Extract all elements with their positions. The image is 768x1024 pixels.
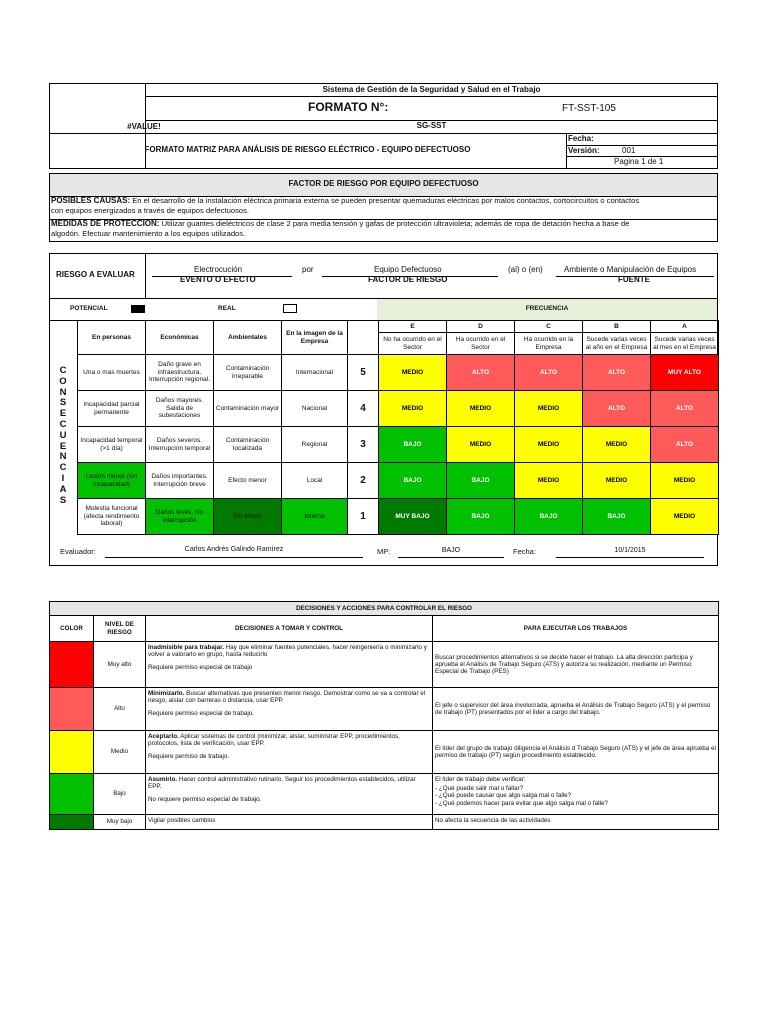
decision-permiso: No requiere permiso especial de trabajo. bbox=[148, 796, 262, 804]
ejecutar-cell bbox=[433, 815, 719, 830]
decisiones-title: DECISIONES Y ACCIONES PARA CONTROLAR EL RIESGO bbox=[50, 602, 719, 616]
decision-row bbox=[50, 815, 719, 830]
decision-text: Buscar alternativas que presenten menor riesgo. Demostrar como se va a controlar el riesgo, aislar con barreras o distancia, usar EPP. bbox=[148, 690, 426, 705]
mp-label: MP: bbox=[377, 547, 391, 556]
risk-cell: MEDIO bbox=[447, 391, 515, 427]
factor-value: Equipo Defectuoso bbox=[374, 265, 442, 274]
consecuencias-letter: C bbox=[59, 462, 67, 474]
ejecutar-text: No afecta la secuencia de las actividades bbox=[435, 817, 551, 824]
potencial-swatch bbox=[131, 305, 145, 313]
matrix-row bbox=[50, 355, 719, 391]
decision-permiso: Requiere permiso especial de trabajo. bbox=[148, 710, 255, 718]
ejecutar-check: - ¿Qué puede causar que algo salga mal o falle? bbox=[435, 792, 572, 800]
consecuencias-letter: E bbox=[59, 440, 67, 452]
medidas-label: MEDIDAS DE PROTECCION: bbox=[51, 219, 160, 228]
ejecutar-cell bbox=[433, 774, 719, 815]
col-imagen: En la imagen de la Empresa bbox=[282, 321, 348, 355]
cell-ambientales: Efecto menor bbox=[214, 463, 282, 499]
sg-sst-label: SG-SST bbox=[416, 121, 447, 130]
formato-label: FORMATO N°: bbox=[308, 100, 389, 114]
decision-cell bbox=[146, 688, 433, 731]
ejecutar-cell bbox=[433, 731, 719, 774]
level-corner bbox=[348, 321, 379, 355]
color-swatch bbox=[50, 688, 94, 731]
risk-cell: MEDIO bbox=[379, 391, 447, 427]
factor-label: FACTOR DE RIESGO bbox=[368, 275, 448, 284]
consecuencias-label bbox=[50, 366, 76, 506]
nivel-cell: Bajo bbox=[94, 774, 146, 815]
matrix-row bbox=[50, 427, 719, 463]
risk-cell: ALTO bbox=[583, 355, 651, 391]
ejecutar-cell bbox=[433, 688, 719, 731]
risk-cell: BAJO bbox=[447, 499, 515, 535]
decisiones-table bbox=[49, 601, 719, 830]
fuente-value: Ambiente o Manipulación de Equipos bbox=[564, 265, 697, 274]
consecuencias-letter: N bbox=[59, 386, 67, 398]
col-economicas: Económicas bbox=[146, 321, 214, 355]
cell-ambientales: Contaminación mayor bbox=[214, 391, 282, 427]
decision-bold: Inadmisible para trabajar. bbox=[148, 644, 224, 651]
risk-cell: BAJO bbox=[447, 463, 515, 499]
freq-letter: E bbox=[379, 321, 447, 333]
cell-economicas: Daños severos. Interrupción temporal bbox=[146, 427, 214, 463]
freq-letter: D bbox=[447, 321, 515, 333]
risk-cell: ALTO bbox=[515, 355, 583, 391]
ejecutar-check: - ¿Qué puede salir mal o fallar? bbox=[435, 785, 524, 793]
col-decisiones: DECISIONES A TOMAR Y CONTROL bbox=[146, 616, 433, 642]
cell-economicas: Daños importantes. Interrupción breve bbox=[146, 463, 214, 499]
risk-cell: MEDIO bbox=[651, 499, 719, 535]
risk-cell: MEDIO bbox=[379, 355, 447, 391]
real-label: REAL bbox=[218, 305, 236, 312]
nivel-cell: Alto bbox=[94, 688, 146, 731]
matrix-corner bbox=[50, 321, 78, 355]
system-title: Sistema de Gestión de la Seguridad y Salud en el Trabajo bbox=[322, 85, 541, 94]
real-swatch bbox=[283, 304, 297, 313]
freq-letter: B bbox=[583, 321, 651, 333]
ejecutar-cell bbox=[433, 642, 719, 688]
decision-row bbox=[50, 642, 719, 688]
risk-cell: MEDIO bbox=[515, 463, 583, 499]
col-ejecutar: PARA EJECUTAR LOS TRABAJOS bbox=[433, 616, 719, 642]
cell-imagen: Regional bbox=[282, 427, 348, 463]
decision-text: Hay que eliminar fuentes potenciales, hacer reingeniería o minimizarlo y volver a valorarlo en grupo, hasta reducirlo bbox=[148, 644, 427, 659]
fuente-label: FUENTE bbox=[618, 275, 650, 284]
risk-cell: MEDIO bbox=[515, 391, 583, 427]
freq-desc: Ha ocurrido en el Sector bbox=[447, 333, 515, 355]
cell-imagen: Nacional bbox=[282, 391, 348, 427]
consecuencias-letter: I bbox=[61, 472, 65, 484]
color-swatch bbox=[50, 642, 94, 688]
matrix-row bbox=[50, 463, 719, 499]
cell-level: 1 bbox=[348, 499, 379, 535]
risk-cell: BAJO bbox=[379, 463, 447, 499]
consecuencias-letter: U bbox=[59, 429, 67, 441]
decision-cell bbox=[146, 815, 433, 830]
cell-economicas: Daño grave en infraestructura. Interrupción regional. bbox=[146, 355, 214, 391]
cell-imagen: Internacional bbox=[282, 355, 348, 391]
version-label: Versión: bbox=[568, 146, 600, 155]
cell-level: 3 bbox=[348, 427, 379, 463]
decision-permiso: Requiere permiso especial de trabajo bbox=[148, 664, 253, 672]
fecha-label: Fecha: bbox=[568, 134, 594, 143]
decision-text: Vigilar posibles cambios bbox=[148, 817, 216, 824]
col-color: COLOR bbox=[50, 616, 94, 642]
cell-level: 5 bbox=[348, 355, 379, 391]
cell-economicas: Daños leves. No interrupción bbox=[146, 499, 214, 535]
risk-cell: ALTO bbox=[651, 427, 719, 463]
cell-level: 2 bbox=[348, 463, 379, 499]
consecuencias-letter: C bbox=[59, 418, 67, 430]
freq-letter: A bbox=[651, 321, 719, 333]
risk-cell: ALTO bbox=[447, 355, 515, 391]
risk-cell: MEDIO bbox=[583, 463, 651, 499]
consecuencias-letter: S bbox=[59, 494, 67, 506]
risk-cell: BAJO bbox=[515, 499, 583, 535]
freq-letter: C bbox=[515, 321, 583, 333]
formato-code: FT-SST-105 bbox=[562, 103, 616, 114]
evaluador-name: Carlos Andrés Galindo Ramírez bbox=[184, 546, 284, 553]
decision-text: Aplicar sistemas de control (minimizar, aislar, suministrar EPP, procedimientos, protocolos, lista de verificación, usar EPP. bbox=[148, 733, 400, 748]
cell-imagen: Interna bbox=[282, 499, 348, 535]
consecuencias-letter: O bbox=[59, 375, 67, 387]
freq-desc: No ha ocurrido en el Sector bbox=[379, 333, 447, 355]
nivel-cell: Muy alto bbox=[94, 642, 146, 688]
factor-title: FACTOR DE RIESGO POR EQUIPO DEFECTUOSO bbox=[288, 179, 479, 188]
ejecutar-text: El líder de trabajo debe verificar: bbox=[435, 776, 526, 783]
decision-text: Hacer control administrativo rutinario. Seguir los procedimientos establecidos, utilizar EPP. bbox=[148, 776, 416, 791]
risk-cell: BAJO bbox=[379, 427, 447, 463]
consecuencias-letter: S bbox=[59, 397, 67, 409]
freq-desc: Sucede varias veces al mes en el Empresa bbox=[651, 333, 719, 355]
decision-cell bbox=[146, 774, 433, 815]
decision-permiso: Requiere permiso de trabajo. bbox=[148, 753, 230, 761]
decision-cell bbox=[146, 642, 433, 688]
medidas-proteccion bbox=[51, 220, 629, 229]
risk-cell: MEDIO bbox=[515, 427, 583, 463]
document-title: FORMATO MATRIZ PARA ANÁLISIS DE RIESGO ELÉCTRICO - EQUIPO DEFECTUOSO bbox=[144, 145, 471, 154]
color-swatch bbox=[50, 815, 94, 830]
evento-label: EVENTO O EFECTO bbox=[180, 275, 256, 284]
risk-cell: ALTO bbox=[583, 391, 651, 427]
al-o-en-label: (al) o (en) bbox=[508, 265, 543, 274]
decision-row bbox=[50, 688, 719, 731]
consecuencias-letter: E bbox=[59, 408, 67, 420]
freq-desc: Ha ocurrido en la Empresa bbox=[515, 333, 583, 355]
riesgo-label: RIESGO A EVALUAR bbox=[56, 270, 135, 279]
consecuencias-letter: C bbox=[59, 365, 67, 376]
risk-cell: MEDIO bbox=[583, 427, 651, 463]
evaluador-fecha-label: Fecha: bbox=[513, 547, 536, 556]
page-number: Pagina 1 de 1 bbox=[614, 157, 664, 166]
consecuencias-letter: N bbox=[59, 451, 67, 463]
color-swatch bbox=[50, 774, 94, 815]
risk-cell: MUY BAJO bbox=[379, 499, 447, 535]
color-swatch bbox=[50, 731, 94, 774]
decision-bold: Minimizarlo. bbox=[148, 690, 185, 697]
causas-label: POSIBLES CAUSAS: bbox=[51, 196, 131, 205]
por-label: por bbox=[302, 265, 314, 274]
nivel-cell: Medio bbox=[94, 731, 146, 774]
risk-cell: MUY ALTO bbox=[651, 355, 719, 391]
cell-personas: Lesión menor (sin incapacidad) bbox=[78, 463, 146, 499]
risk-cell: BAJO bbox=[583, 499, 651, 535]
ejecutar-text: Buscar procedimientos alternativos si se decide hacer el trabajo. La alta dirección participa y aprueba el Análisis de Trabajo Seguro (ATS) y autoriza su realización, mediante un Permiso Especial de Trabajo (PES) bbox=[435, 653, 693, 676]
decision-bold: Aceptarlo. bbox=[148, 733, 179, 740]
decision-row bbox=[50, 731, 719, 774]
evento-value: Electrocución bbox=[194, 265, 243, 274]
risk-cell: MEDIO bbox=[447, 427, 515, 463]
decision-row bbox=[50, 774, 719, 815]
ejecutar-text: El líder del grupo de trabajo diligencia el Análisis d Trabajo Seguro (ATS) y el jefe de área aprueba el permiso de trabajo (PT) según procedimiento establecido. bbox=[435, 744, 716, 759]
decision-bold: Asumirlo. bbox=[148, 776, 178, 783]
cell-personas: Incapacidad parcial permanente bbox=[78, 391, 146, 427]
medidas-text-2: algodón. Efectuar mantenimiento a los equipos utilizados. bbox=[51, 229, 246, 238]
mp-value: BAJO bbox=[441, 547, 461, 554]
col-ambientales: Ambientales bbox=[214, 321, 282, 355]
risk-cell: ALTO bbox=[651, 391, 719, 427]
value-error: #VALUE! bbox=[127, 122, 161, 131]
cell-ambientales: Contaminación irreparable bbox=[214, 355, 282, 391]
nivel-cell: Muy bajo bbox=[94, 815, 146, 830]
matrix-row bbox=[50, 391, 719, 427]
risk-cell: MEDIO bbox=[651, 463, 719, 499]
ejecutar-text: El jefe o supervisor del área involucrada, aprueba el Análisis de Trabajo Seguro (ATS) y el permiso de trabajo (PT) presentados por el líder a cargo del trabajo. bbox=[435, 701, 711, 716]
cell-personas: Molestia funcional (afecta rendimiento laboral) bbox=[78, 499, 146, 535]
cell-level: 4 bbox=[348, 391, 379, 427]
consecuencias-letter: A bbox=[59, 483, 67, 495]
cell-personas: Una o mas muertes bbox=[78, 355, 146, 391]
evaluador-fecha-value: 10/1/2015 bbox=[614, 547, 646, 554]
cell-ambientales: Contaminación localizada bbox=[214, 427, 282, 463]
cell-ambientales: Sin efecto bbox=[214, 499, 282, 535]
causas-text: En el desarrollo de la instalación eléctrica primaria externa se pueden presentar quemaduras eléctricas por malos contactos, cortocircuitos o contactos bbox=[130, 196, 640, 205]
cell-personas: Incapacidad temporal (>1 día) bbox=[78, 427, 146, 463]
posibles-causas bbox=[51, 197, 639, 206]
decision-cell bbox=[146, 731, 433, 774]
risk-matrix bbox=[49, 320, 719, 535]
frecuencia-label: FRECUENCIA bbox=[525, 305, 569, 312]
ejecutar-check: - ¿Qué podemos hacer para evitar que algo salga mal o falle? bbox=[435, 799, 608, 807]
freq-desc: Sucede varias veces al año en el Empresa bbox=[583, 333, 651, 355]
evaluador-label: Evaluador: bbox=[60, 547, 96, 556]
col-personas: En personas bbox=[78, 321, 146, 355]
cell-imagen: Local bbox=[282, 463, 348, 499]
potencial-label: POTENCIAL bbox=[70, 305, 108, 312]
medidas-text: Utilizar guantes dieléctricos de clase 2 para media tensión y gafas de protección ultravioleta; además de ropa de detación hecha a base de bbox=[159, 219, 630, 228]
cell-economicas: Daños mayores. Salida de subestaciones bbox=[146, 391, 214, 427]
col-nivel: NIVEL DE RIESGO bbox=[94, 616, 146, 642]
causas-text-2: con equipos energizados a través de equipos defectuosos. bbox=[51, 206, 249, 215]
version-value: 001 bbox=[622, 146, 636, 155]
matrix-row bbox=[50, 499, 719, 535]
